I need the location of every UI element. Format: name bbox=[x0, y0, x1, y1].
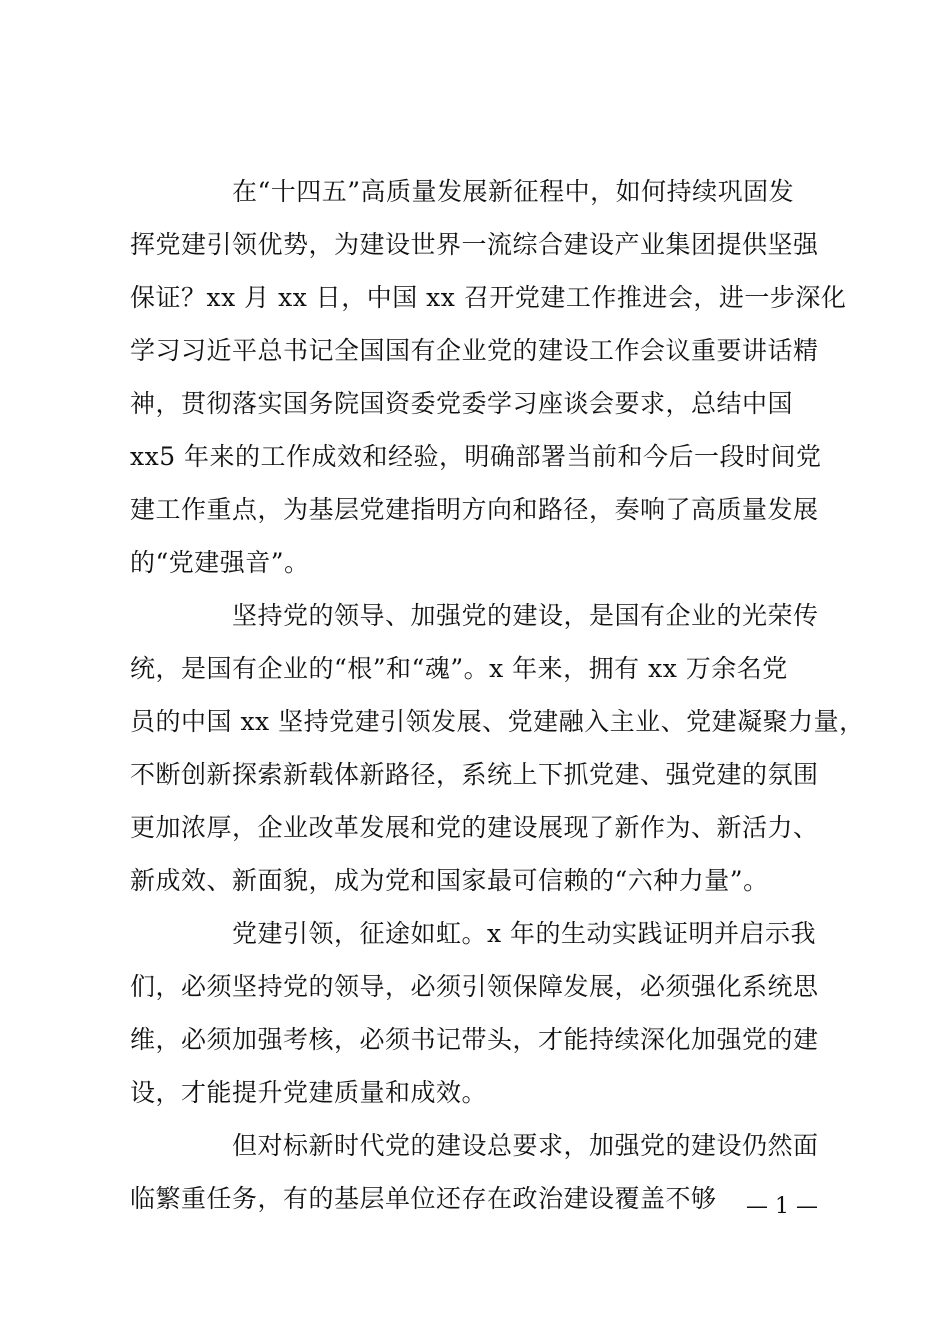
paragraph-2-line-6: 新成效、新面貌，成为党和国家最可信赖的“六种力量”。 bbox=[130, 866, 769, 895]
paragraph-1-line-6: xx5 年来的工作成效和经验，明确部署当前和今后一段时间党 bbox=[130, 442, 822, 471]
paragraph-4-line-1: 但对标新时代党的建设总要求，加强党的建设仍然面 bbox=[232, 1131, 819, 1160]
paragraph-2-line-4: 不断创新探索新载体新路径，系统上下抓党建、强党建的氛围 bbox=[130, 760, 819, 789]
paragraph-1-line-5: 神，贯彻落实国务院国资委党委学习座谈会要求，总结中国 bbox=[130, 389, 794, 418]
paragraph-2-line-2: 统，是国有企业的“根”和“魂”。x 年来，拥有 xx 万余名党 bbox=[130, 654, 788, 683]
paragraph-4-line-2: 临繁重任务，有的基层单位还存在政治建设覆盖不够 bbox=[130, 1184, 717, 1213]
paragraph-3-line-3: 维，必须加强考核，必须书记带头，才能持续深化加强党的建 bbox=[130, 1025, 819, 1054]
paragraph-3-line-1: 党建引领，征途如虹。x 年的生动实践证明并启示我 bbox=[232, 919, 817, 948]
paragraph-2-line-3: 员的中国 xx 坚持党建引领发展、党建融入主业、党建凝聚力量， bbox=[130, 707, 865, 736]
paragraph-2-line-1: 坚持党的领导、加强党的建设，是国有企业的光荣传 bbox=[232, 601, 819, 630]
page-number: — 1 — bbox=[746, 1194, 818, 1219]
paragraph-1-line-1: 在“十四五”高质量发展新征程中，如何持续巩固发 bbox=[232, 177, 795, 206]
paragraph-2-line-5: 更加浓厚，企业改革发展和党的建设展现了新作为、新活力、 bbox=[130, 813, 819, 842]
paragraph-3-line-4: 设，才能提升党建质量和成效。 bbox=[130, 1078, 488, 1107]
paragraph-3-line-2: 们，必须坚持党的领导，必须引领保障发展，必须强化系统思 bbox=[130, 972, 819, 1001]
paragraph-1-line-7: 建工作重点，为基层党建指明方向和路径，奏响了高质量发展 bbox=[130, 495, 819, 524]
paragraph-1-line-4: 学习习近平总书记全国国有企业党的建设工作会议重要讲话精 bbox=[130, 336, 819, 365]
paragraph-1-line-2: 挥党建引领优势，为建设世界一流综合建设产业集团提供坚强 bbox=[130, 230, 819, 259]
paragraph-1-line-3: 保证？xx 月 xx 日，中国 xx 召开党建工作推进会，进一步深化 bbox=[130, 283, 847, 312]
paragraph-1-line-8: 的“党建强音”。 bbox=[130, 548, 310, 577]
